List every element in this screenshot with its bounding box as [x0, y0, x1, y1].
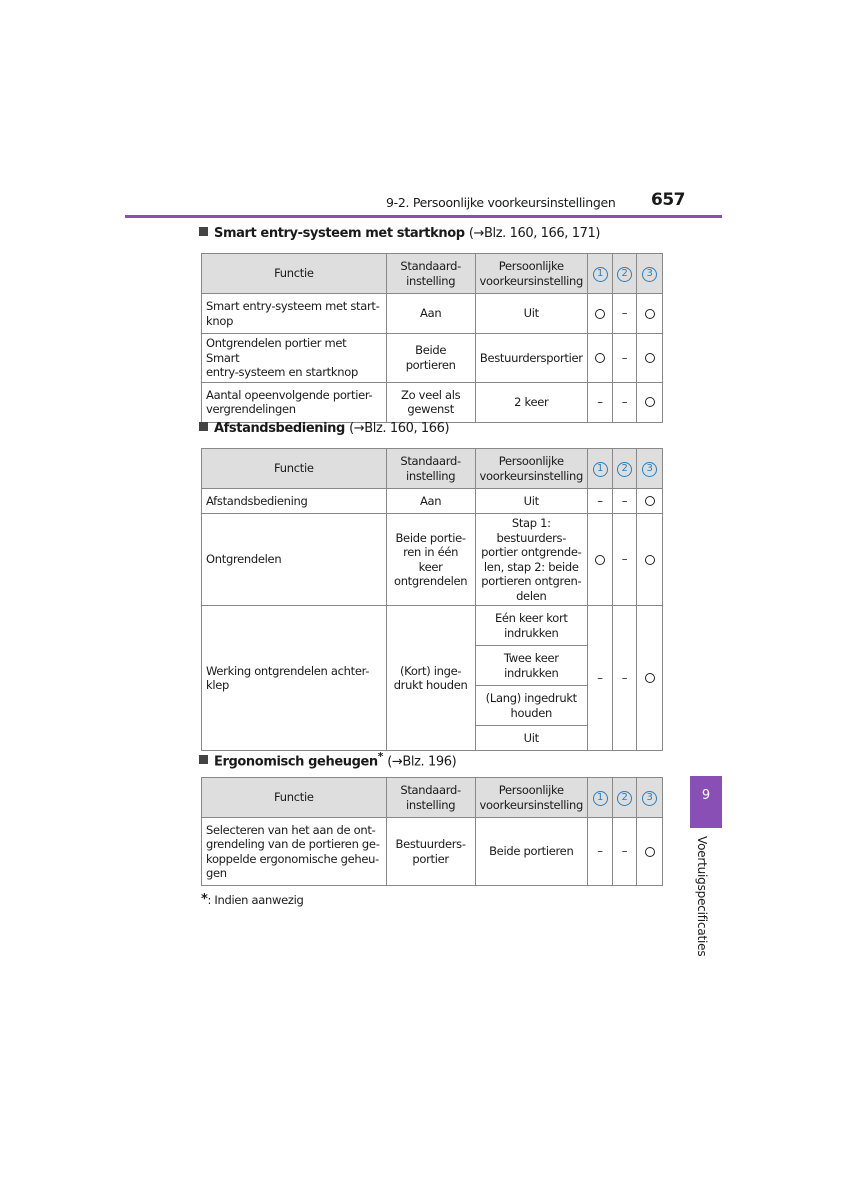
circled-one-icon: 1: [593, 267, 608, 282]
function-cell: Ontgrendelen portier met Smart entry-systeem en startknop: [202, 334, 387, 383]
mode-1-cell: [588, 294, 613, 334]
mode-3-cell: [637, 294, 663, 334]
function-cell: Smart entry-systeem met start- knop: [202, 294, 387, 334]
mode-1-cell: –: [588, 382, 613, 422]
custom-cell: Uit: [475, 489, 587, 514]
mode-2-cell: –: [613, 818, 637, 886]
default-cell: Zo veel als gewenst: [386, 382, 475, 422]
function-cell: Selecteren van het aan de ont- grendeling van de portieren ge- koppelde ergonomische geheu- gen: [202, 818, 387, 886]
default-cell: (Kort) inge- drukt houden: [386, 606, 475, 751]
default-cell: Beide portie- ren in één keer ontgrendelen: [386, 514, 475, 606]
circled-one-icon: 1: [593, 462, 608, 477]
col-header-default: Standaard- instelling: [386, 778, 475, 818]
col-header-default: Standaard- instelling: [386, 254, 475, 294]
available-circle-icon: [645, 309, 655, 319]
mode-3-cell: [637, 334, 663, 383]
circled-two-icon: 2: [617, 462, 632, 477]
custom-option-cell: Eén keer kort indrukken: [475, 606, 587, 646]
footnote-mark: *: [201, 892, 208, 907]
circled-two-icon: 2: [617, 267, 632, 282]
mode-3-cell: [637, 382, 663, 422]
mode-3-cell: [637, 489, 663, 514]
col-header-mode-1: [588, 778, 613, 818]
col-header-mode-3: [637, 778, 663, 818]
table-row: [202, 606, 663, 646]
mode-1-cell: –: [588, 489, 613, 514]
table-header-row: [202, 778, 663, 818]
col-header-function: Functie: [202, 778, 387, 818]
custom-cell: Bestuurdersportier: [475, 334, 587, 383]
header-rule: [125, 215, 722, 218]
section-heading-ergonomic-memory: [199, 750, 456, 769]
function-cell: Aantal opeenvolgende portier- vergrendelingen: [202, 382, 387, 422]
default-cell: Aan: [386, 489, 475, 514]
custom-option-cell: Uit: [475, 726, 587, 751]
available-circle-icon: [645, 496, 655, 506]
mode-1-cell: –: [588, 818, 613, 886]
col-header-mode-2: [613, 449, 637, 489]
available-circle-icon: [645, 555, 655, 565]
page-reference: (→Blz. 196): [387, 754, 457, 770]
function-cell: Ontgrendelen: [202, 514, 387, 606]
mode-1-cell: [588, 514, 613, 606]
table-row: [202, 514, 663, 606]
footnote-mark: *: [377, 750, 384, 763]
table-row: [202, 294, 663, 334]
custom-option-cell: (Lang) ingedrukt houden: [475, 686, 587, 726]
default-cell: Aan: [386, 294, 475, 334]
chapter-label: Voertuigspecificaties: [695, 836, 709, 957]
col-header-mode-3: [637, 254, 663, 294]
mode-2-cell: –: [613, 514, 637, 606]
bullet-square-icon: [199, 755, 208, 764]
section-heading-remote: [199, 421, 449, 436]
available-circle-icon: [595, 309, 605, 319]
table-row: [202, 489, 663, 514]
mode-3-cell: [637, 514, 663, 606]
available-circle-icon: [645, 673, 655, 683]
section-heading-smart-entry: [199, 226, 600, 241]
footnote-text: : Indien aanwezig: [207, 893, 304, 907]
col-header-default: Standaard- instelling: [386, 449, 475, 489]
col-header-custom: Persoonlijke voorkeursinstelling: [475, 778, 587, 818]
available-circle-icon: [595, 555, 605, 565]
function-cell: Afstandsbediening: [202, 489, 387, 514]
bullet-square-icon: [199, 227, 208, 236]
table-row: [202, 334, 663, 383]
circled-one-icon: 1: [593, 791, 608, 806]
footnote: [201, 892, 304, 907]
col-header-function: Functie: [202, 254, 387, 294]
page-number: 657: [651, 190, 685, 210]
circled-three-icon: 3: [642, 267, 657, 282]
header-title: 9-2. Persoonlijke voorkeursinstellingen: [386, 195, 616, 210]
mode-2-cell: –: [613, 382, 637, 422]
function-cell: Werking ontgrendelen achter- klep: [202, 606, 387, 751]
table-row: [202, 818, 663, 886]
table-header-row: [202, 449, 663, 489]
section-title: Afstandsbediening: [214, 421, 345, 436]
mode-2-cell: –: [613, 294, 637, 334]
col-header-custom: Persoonlijke voorkeursinstelling: [475, 254, 587, 294]
mode-2-cell: –: [613, 489, 637, 514]
page-reference: (→Blz. 160, 166): [349, 421, 450, 436]
custom-cell: Stap 1: bestuurders- portier ontgrende- len, stap 2: beide portieren ontgren- delen: [475, 514, 587, 606]
circled-three-icon: 3: [642, 791, 657, 806]
circled-two-icon: 2: [617, 791, 632, 806]
custom-option-cell: Twee keer indrukken: [475, 646, 587, 686]
col-header-mode-2: [613, 254, 637, 294]
col-header-mode-3: [637, 449, 663, 489]
table-header-row: [202, 254, 663, 294]
col-header-custom: Persoonlijke voorkeursinstelling: [475, 449, 587, 489]
default-cell: Bestuurders- portier: [386, 818, 475, 886]
mode-3-cell: [637, 606, 663, 751]
col-header-mode-1: [588, 254, 613, 294]
col-header-function: Functie: [202, 449, 387, 489]
section-title: Ergonomisch geheugen: [214, 754, 378, 770]
section-title: Smart entry-systeem met startknop: [214, 226, 465, 241]
custom-cell: Uit: [475, 294, 587, 334]
mode-1-cell: [588, 334, 613, 383]
bullet-square-icon: [199, 422, 208, 431]
available-circle-icon: [645, 397, 655, 407]
table-row: [202, 382, 663, 422]
col-header-mode-2: [613, 778, 637, 818]
settings-table-smart-entry: [201, 253, 663, 423]
mode-1-cell: –: [588, 606, 613, 751]
chapter-tab[interactable]: 9: [690, 776, 722, 828]
custom-cell: 2 keer: [475, 382, 587, 422]
available-circle-icon: [645, 353, 655, 363]
available-circle-icon: [595, 353, 605, 363]
page-reference: (→Blz. 160, 166, 171): [468, 226, 601, 241]
settings-table-ergonomic-memory: [201, 777, 663, 886]
mode-2-cell: –: [613, 606, 637, 751]
settings-table-remote: [201, 448, 663, 751]
default-cell: Beide portieren: [386, 334, 475, 383]
circled-three-icon: 3: [642, 462, 657, 477]
available-circle-icon: [645, 847, 655, 857]
mode-3-cell: [637, 818, 663, 886]
mode-2-cell: –: [613, 334, 637, 383]
col-header-mode-1: [588, 449, 613, 489]
custom-cell: Beide portieren: [475, 818, 587, 886]
